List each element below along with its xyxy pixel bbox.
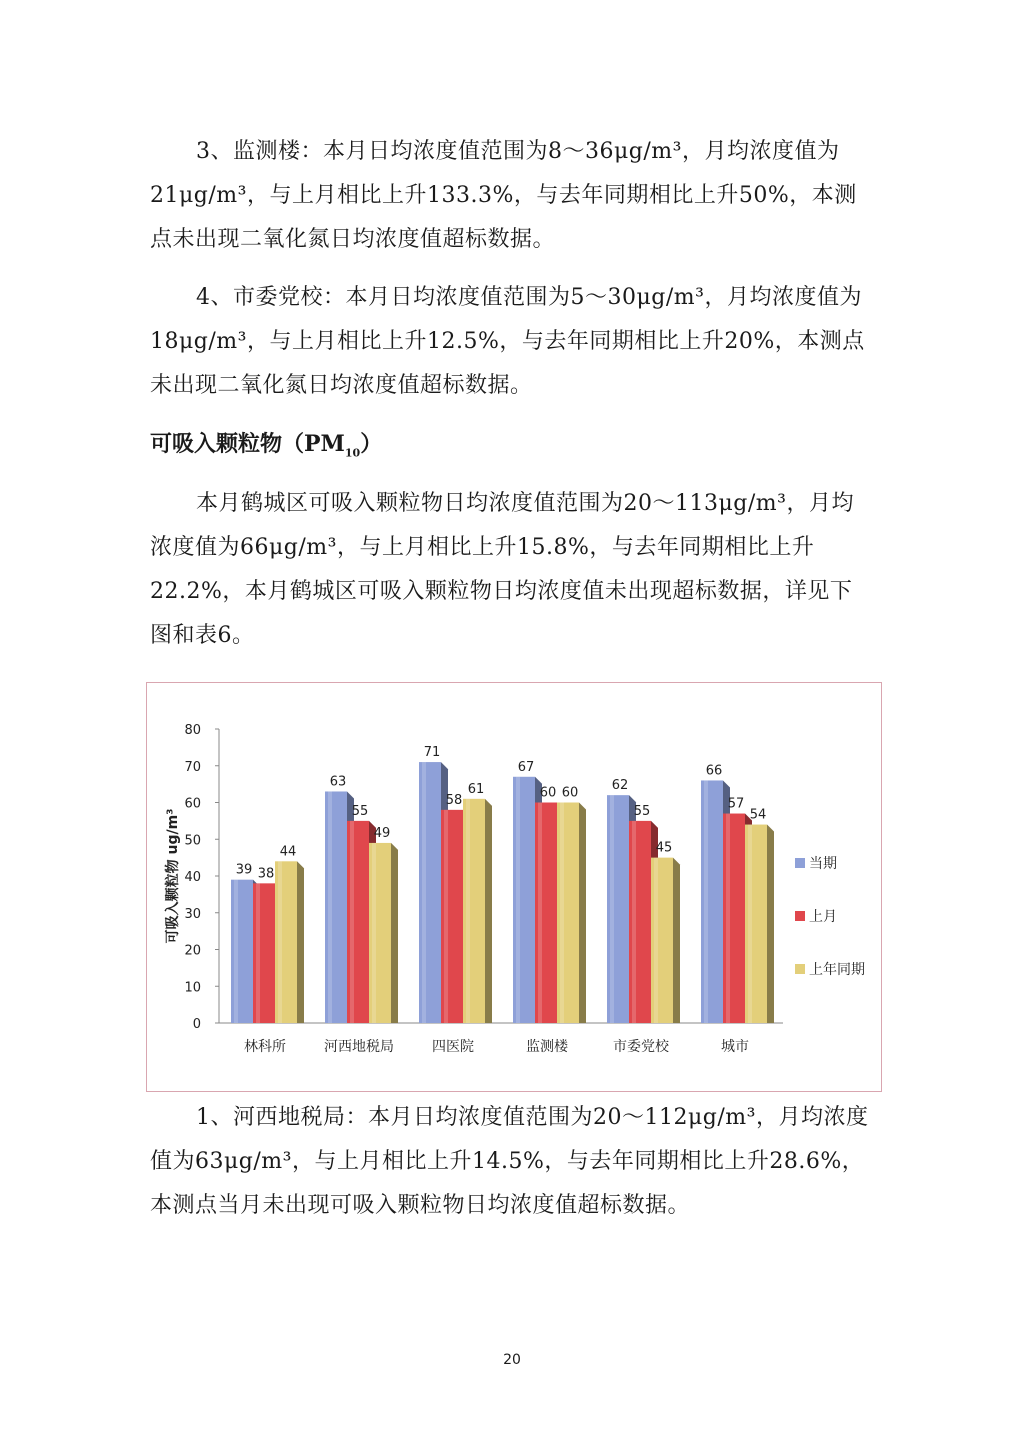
bar-highlight — [328, 791, 332, 1023]
bar-side-上年同期 — [485, 799, 492, 1023]
bar-side-上年同期 — [673, 858, 680, 1023]
page-number: 20 — [503, 1352, 521, 1368]
chart-svg — [147, 683, 880, 1090]
data-label: 45 — [655, 840, 673, 856]
bar-highlight — [560, 803, 564, 1024]
data-label: 55 — [633, 803, 651, 819]
data-label: 55 — [351, 803, 369, 819]
data-label: 71 — [423, 745, 441, 761]
y-tick-label: 80 — [184, 723, 201, 738]
bar-highlight — [538, 803, 542, 1024]
y-tick-label: 0 — [192, 1017, 201, 1032]
pm10-bar-chart — [146, 682, 882, 1092]
bar-side-上年同期 — [297, 861, 304, 1023]
bar-highlight — [516, 777, 520, 1023]
bar-side-上年同期 — [391, 843, 398, 1023]
data-label: 63 — [329, 774, 347, 790]
paragraph-monitoring-building: 3、监测楼：本月日均浓度值范围为8～36μg/m³，月均浓度值为21μg/m³，与上月相比上升133.3%，与去年同期相比上升50%，本测点未出现二氧化氮日均浓度值超标数据。 — [150, 139, 857, 252]
x-tick-label: 四医院 — [432, 1039, 474, 1055]
legend-label: 当期 — [809, 856, 837, 872]
bar-highlight — [654, 858, 658, 1023]
heading-main: 可吸入颗粒物（PM — [150, 431, 345, 457]
legend-swatch-上月 — [795, 911, 805, 921]
bar-highlight — [372, 843, 376, 1023]
y-tick-label: 40 — [184, 870, 201, 885]
y-tick-label: 70 — [184, 759, 201, 775]
data-label: 57 — [727, 796, 745, 812]
data-label: 39 — [235, 862, 253, 878]
bar-side-上年同期 — [767, 825, 774, 1023]
bar-highlight — [234, 880, 238, 1023]
bar-highlight — [444, 810, 448, 1023]
y-tick-label: 10 — [184, 980, 201, 996]
y-tick-label: 60 — [184, 796, 201, 812]
x-tick-label: 林科所 — [244, 1039, 286, 1055]
x-tick-label: 城市 — [721, 1039, 749, 1055]
legend-swatch-当期 — [795, 858, 805, 868]
data-label: 60 — [561, 785, 579, 801]
paragraph-party-school: 4、市委党校：本月日均浓度值范围为5～30μg/m³，月均浓度值为18μg/m³，与上月相比上升12.5%，与去年同期相比上升20%，本测点未出现二氧化氮日均浓度值超标数据。 — [150, 285, 865, 398]
y-tick-label: 50 — [184, 833, 201, 849]
paragraph-pm10-summary: 本月鹤城区可吸入颗粒物日均浓度值范围为20～113μg/m³，月均浓度值为66μg/m³，与上月相比上升15.8%，与去年同期相比上升22.2%，本月鹤城区可吸入颗粒物日均浓度值未出现超标数据，详见下图和表6。 — [150, 491, 854, 648]
heading-subscript: 10 — [344, 446, 361, 460]
section-heading-pm10 — [150, 424, 382, 473]
x-tick-label: 监测楼 — [526, 1039, 568, 1055]
data-label: 60 — [539, 785, 557, 801]
y-tick-label: 20 — [184, 943, 201, 959]
legend-swatch-上年同期 — [795, 964, 805, 974]
bar-highlight — [256, 883, 260, 1023]
data-label: 67 — [517, 759, 535, 775]
data-label: 62 — [611, 778, 629, 794]
y-tick-label: 30 — [184, 906, 201, 922]
legend-label: 上月 — [809, 909, 837, 925]
bar-side-上年同期 — [579, 803, 586, 1024]
bar-highlight — [350, 821, 354, 1023]
bar-highlight — [632, 821, 636, 1023]
data-label: 61 — [467, 781, 485, 797]
x-tick-label: 市委党校 — [613, 1039, 669, 1055]
heading-end: ） — [360, 431, 383, 457]
bar-highlight — [422, 762, 426, 1023]
data-label: 54 — [749, 807, 767, 823]
paragraph-hexi-tax-bureau: 1、河西地税局：本月日均浓度值范围为20～112μg/m³，月均浓度值为63μg/m³，与上月相比上升14.5%，与去年同期相比上升28.6%，本测点当月未出现可吸入颗粒物日均浓度值超标数据。 — [150, 1105, 869, 1218]
data-label: 66 — [705, 763, 723, 779]
x-tick-label: 河西地税局 — [324, 1039, 394, 1055]
data-label: 44 — [279, 844, 297, 860]
data-label: 58 — [445, 792, 463, 808]
bar-highlight — [748, 825, 752, 1023]
bar-highlight — [610, 795, 614, 1023]
y-axis-title: 可吸入颗粒物 ug/m³ — [165, 808, 181, 944]
data-label: 49 — [373, 825, 391, 841]
data-label: 38 — [257, 866, 275, 882]
legend-label: 上年同期 — [809, 962, 865, 978]
bar-highlight — [704, 780, 708, 1023]
bar-highlight — [726, 814, 730, 1023]
bar-highlight — [278, 861, 282, 1023]
bar-highlight — [466, 799, 470, 1023]
